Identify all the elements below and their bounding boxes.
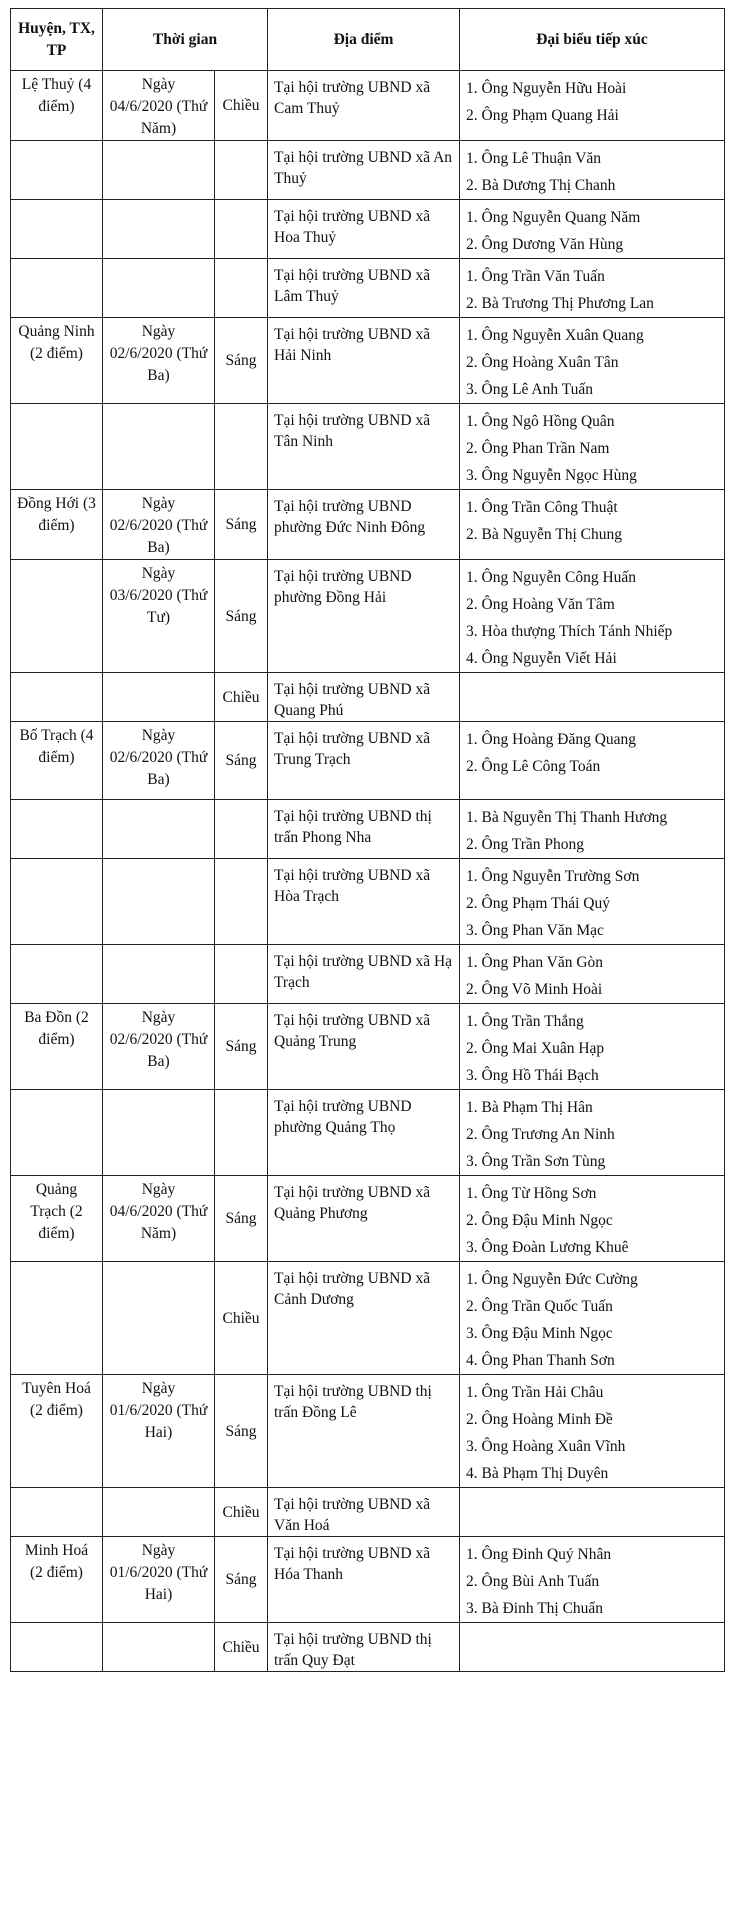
schedule-document: [10, 8, 724, 1672]
date-cell: Ngày 01/6/2020 (Thứ Hai): [103, 1375, 215, 1488]
session-cell: Sáng: [215, 318, 268, 404]
location-cell: Tại hội trường UBND phường Đức Ninh Đông: [268, 490, 460, 560]
delegate-item: 2. Ông Mai Xuân Hạp: [466, 1040, 605, 1057]
delegate-item: 2. Ông Bùi Anh Tuấn: [466, 1573, 600, 1590]
district-cell: [11, 200, 103, 259]
delegates-cell: [460, 1090, 725, 1176]
delegate-item: 3. Ông Hồ Thái Bạch: [466, 1067, 599, 1084]
delegate-item: 1. Ông Đinh Quý Nhân: [466, 1546, 612, 1563]
location-cell: Tại hội trường UBND xã Văn Hoá: [268, 1488, 460, 1537]
delegate-item: 3. Ông Phan Văn Mạc: [466, 922, 604, 939]
location-cell: Tại hội trường UBND xã Hạ Trạch: [268, 945, 460, 1004]
table-row: [11, 141, 725, 200]
delegate-item: 3. Ông Nguyễn Ngọc Hùng: [466, 467, 637, 484]
district-cell: Minh Hoá (2 điểm): [11, 1537, 103, 1623]
session-cell: Sáng: [215, 560, 268, 673]
date-cell: [103, 141, 215, 200]
session-cell: Sáng: [215, 490, 268, 560]
date-cell: [103, 404, 215, 490]
session-cell: Sáng: [215, 1537, 268, 1623]
delegate-item: 4. Ông Phan Thanh Sơn: [466, 1352, 615, 1369]
location-cell: Tại hội trường UBND xã Quảng Trung: [268, 1004, 460, 1090]
table-row: [11, 1488, 725, 1537]
header-time: Thời gian: [103, 9, 268, 71]
location-cell: Tại hội trường UBND thị trấn Đồng Lê: [268, 1375, 460, 1488]
delegate-item: 3. Ông Hoàng Xuân Vĩnh: [466, 1438, 626, 1455]
table-row: [11, 1262, 725, 1375]
location-cell: Tại hội trường UBND xã Hóa Thanh: [268, 1537, 460, 1623]
date-cell: [103, 673, 215, 722]
delegate-item: 2. Ông Trần Quốc Tuấn: [466, 1298, 613, 1315]
date-cell: Ngày 04/6/2020 (Thứ Năm): [103, 71, 215, 141]
location-cell: Tại hội trường UBND xã Lâm Thuỷ: [268, 259, 460, 318]
district-cell: [11, 1488, 103, 1537]
delegate-item: 2. Ông Phan Trần Nam: [466, 440, 610, 457]
district-cell: [11, 560, 103, 673]
date-cell: Ngày 02/6/2020 (Thứ Ba): [103, 490, 215, 560]
district-cell: [11, 673, 103, 722]
district-cell: Bố Trạch (4 điểm): [11, 722, 103, 800]
table-row: [11, 560, 725, 673]
delegate-item: 4. Ông Nguyễn Viết Hải: [466, 650, 617, 667]
table-row: [11, 945, 725, 1004]
table-row: [11, 1537, 725, 1623]
table-row: [11, 1623, 725, 1672]
district-cell: [11, 141, 103, 200]
delegate-item: 3. Ông Trần Sơn Tùng: [466, 1153, 606, 1170]
delegate-item: 2. Ông Phạm Thái Quý: [466, 895, 610, 912]
session-cell: Sáng: [215, 1176, 268, 1262]
delegate-item: 4. Bà Phạm Thị Duyên: [466, 1465, 609, 1482]
delegate-item: 3. Ông Lê Anh Tuấn: [466, 381, 594, 398]
district-cell: [11, 259, 103, 318]
district-cell: [11, 404, 103, 490]
delegates-cell: [460, 1176, 725, 1262]
location-cell: Tại hội trường UBND xã Trung Trạch: [268, 722, 460, 800]
delegates-cell: [460, 490, 725, 560]
delegate-item: 2. Ông Lê Công Toán: [466, 758, 601, 775]
delegate-item: 3. Ông Đoàn Lương Khuê: [466, 1239, 629, 1256]
table-row: [11, 1375, 725, 1488]
delegate-item: 1. Ông Nguyễn Đức Cường: [466, 1271, 638, 1288]
delegates-cell: [460, 859, 725, 945]
district-cell: [11, 1262, 103, 1375]
district-cell: [11, 800, 103, 859]
date-cell: Ngày 01/6/2020 (Thứ Hai): [103, 1537, 215, 1623]
delegates-cell: [460, 141, 725, 200]
delegate-item: 2. Ông Đậu Minh Ngọc: [466, 1212, 613, 1229]
date-cell: [103, 800, 215, 859]
delegate-item: 2. Ông Trần Phong: [466, 836, 584, 853]
table-body: [11, 71, 725, 1672]
header-location: Địa điểm: [268, 9, 460, 71]
delegate-item: 1. Ông Phan Văn Gòn: [466, 954, 604, 971]
delegate-item: 3. Ông Đậu Minh Ngọc: [466, 1325, 613, 1342]
date-cell: Ngày 02/6/2020 (Thứ Ba): [103, 722, 215, 800]
header-delegates: Đại biểu tiếp xúc: [460, 9, 725, 71]
location-cell: Tại hội trường UBND phường Đồng Hải: [268, 560, 460, 673]
session-cell: [215, 859, 268, 945]
district-cell: Lệ Thuỷ (4 điểm): [11, 71, 103, 141]
session-cell: [215, 945, 268, 1004]
delegates-cell: [460, 722, 725, 800]
date-cell: Ngày 03/6/2020 (Thứ Tư): [103, 560, 215, 673]
table-header-row: [11, 9, 725, 71]
delegates-cell: [460, 673, 725, 722]
table-row: [11, 673, 725, 722]
delegates-cell: [460, 945, 725, 1004]
delegate-item: 2. Bà Dương Thị Chanh: [466, 177, 616, 194]
location-cell: Tại hội trường UBND xã An Thuỷ: [268, 141, 460, 200]
delegate-item: 1. Ông Trần Công Thuật: [466, 499, 618, 516]
delegates-cell: [460, 404, 725, 490]
location-cell: Tại hội trường UBND thị trấn Quy Đạt: [268, 1623, 460, 1672]
session-cell: [215, 404, 268, 490]
date-cell: [103, 1262, 215, 1375]
date-cell: [103, 259, 215, 318]
delegate-item: 2. Ông Hoàng Minh Đề: [466, 1411, 613, 1428]
delegate-item: 2. Bà Trương Thị Phương Lan: [466, 295, 654, 312]
delegates-cell: [460, 800, 725, 859]
district-cell: Ba Đồn (2 điểm): [11, 1004, 103, 1090]
district-cell: Quảng Trạch (2 điểm): [11, 1176, 103, 1262]
date-cell: [103, 859, 215, 945]
delegate-item: 1. Bà Phạm Thị Hân: [466, 1099, 593, 1116]
district-cell: Quảng Ninh (2 điểm): [11, 318, 103, 404]
delegates-cell: [460, 200, 725, 259]
table-row: [11, 1090, 725, 1176]
delegates-cell: [460, 259, 725, 318]
delegate-item: 1. Ông Từ Hồng Sơn: [466, 1185, 597, 1202]
delegate-item: 1. Ông Nguyễn Quang Năm: [466, 209, 641, 226]
delegate-item: 1. Ông Nguyễn Trường Sơn: [466, 868, 640, 885]
delegate-item: 1. Ông Lê Thuận Văn: [466, 150, 602, 167]
location-cell: Tại hội trường UBND xã Hoa Thuỷ: [268, 200, 460, 259]
delegate-item: 3. Bà Đinh Thị Chuẩn: [466, 1600, 604, 1617]
delegates-cell: [460, 560, 725, 673]
session-cell: Chiều: [215, 1623, 268, 1672]
delegate-item: 2. Ông Phạm Quang Hải: [466, 107, 619, 124]
table-row: [11, 800, 725, 859]
session-cell: Sáng: [215, 1004, 268, 1090]
location-cell: Tại hội trường UBND xã Tân Ninh: [268, 404, 460, 490]
delegate-item: 1. Ông Hoàng Đăng Quang: [466, 731, 637, 748]
table-row: [11, 722, 725, 800]
date-cell: [103, 1623, 215, 1672]
table-row: [11, 1004, 725, 1090]
delegate-item: 1. Ông Nguyễn Công Huấn: [466, 569, 637, 586]
delegate-item: 1. Ông Ngô Hồng Quân: [466, 413, 615, 430]
table-row: [11, 318, 725, 404]
delegate-item: 2. Ông Võ Minh Hoài: [466, 981, 603, 998]
table-row: [11, 404, 725, 490]
session-cell: Sáng: [215, 1375, 268, 1488]
delegates-cell: [460, 1262, 725, 1375]
table-row: [11, 490, 725, 560]
delegate-item: 1. Bà Nguyễn Thị Thanh Hương: [466, 809, 668, 826]
date-cell: [103, 1488, 215, 1537]
delegates-cell: [460, 1488, 725, 1537]
header-district: Huyện, TX, TP: [11, 9, 103, 71]
district-cell: Tuyên Hoá (2 điểm): [11, 1375, 103, 1488]
delegates-cell: [460, 318, 725, 404]
table-row: [11, 1176, 725, 1262]
district-cell: [11, 1090, 103, 1176]
date-cell: Ngày 02/6/2020 (Thứ Ba): [103, 318, 215, 404]
session-cell: [215, 259, 268, 318]
delegate-item: 2. Ông Hoàng Xuân Tân: [466, 354, 619, 371]
date-cell: [103, 1090, 215, 1176]
table-row: [11, 200, 725, 259]
location-cell: Tại hội trường UBND xã Quang Phú: [268, 673, 460, 722]
date-cell: Ngày 02/6/2020 (Thứ Ba): [103, 1004, 215, 1090]
delegate-item: 1. Ông Nguyễn Xuân Quang: [466, 327, 644, 344]
delegate-item: 1. Ông Trần Thắng: [466, 1013, 584, 1030]
delegate-item: 2. Ông Trương An Ninh: [466, 1126, 615, 1143]
session-cell: Chiều: [215, 1488, 268, 1537]
location-cell: Tại hội trường UBND xã Quảng Phương: [268, 1176, 460, 1262]
session-cell: Chiều: [215, 1262, 268, 1375]
date-cell: [103, 200, 215, 259]
delegate-item: 2. Ông Dương Văn Hùng: [466, 236, 624, 253]
delegates-cell: [460, 1537, 725, 1623]
meeting-schedule-table: [10, 8, 725, 1672]
session-cell: [215, 800, 268, 859]
location-cell: Tại hội trường UBND thị trấn Phong Nha: [268, 800, 460, 859]
delegate-item: 3. Hòa thượng Thích Tánh Nhiếp: [466, 623, 673, 640]
location-cell: Tại hội trường UBND xã Cam Thuỷ: [268, 71, 460, 141]
district-cell: [11, 859, 103, 945]
delegate-item: 2. Bà Nguyễn Thị Chung: [466, 526, 622, 543]
delegates-cell: [460, 1623, 725, 1672]
delegate-item: 1. Ông Nguyễn Hữu Hoài: [466, 80, 627, 97]
location-cell: Tại hội trường UBND xã Hòa Trạch: [268, 859, 460, 945]
delegate-item: 1. Ông Trần Hải Châu: [466, 1384, 604, 1401]
location-cell: Tại hội trường UBND xã Cảnh Dương: [268, 1262, 460, 1375]
table-row: [11, 859, 725, 945]
table-row: [11, 71, 725, 141]
district-cell: Đồng Hới (3 điểm): [11, 490, 103, 560]
date-cell: [103, 945, 215, 1004]
location-cell: Tại hội trường UBND xã Hải Ninh: [268, 318, 460, 404]
session-cell: [215, 200, 268, 259]
delegate-item: 1. Ông Trần Văn Tuấn: [466, 268, 605, 285]
delegates-cell: [460, 1375, 725, 1488]
delegate-item: 2. Ông Hoàng Văn Tâm: [466, 596, 615, 613]
delegates-cell: [460, 71, 725, 141]
session-cell: [215, 141, 268, 200]
table-row: [11, 259, 725, 318]
district-cell: [11, 1623, 103, 1672]
session-cell: Chiều: [215, 71, 268, 141]
location-cell: Tại hội trường UBND phường Quảng Thọ: [268, 1090, 460, 1176]
session-cell: [215, 1090, 268, 1176]
district-cell: [11, 945, 103, 1004]
date-cell: Ngày 04/6/2020 (Thứ Năm): [103, 1176, 215, 1262]
session-cell: Sáng: [215, 722, 268, 800]
delegates-cell: [460, 1004, 725, 1090]
session-cell: Chiều: [215, 673, 268, 722]
